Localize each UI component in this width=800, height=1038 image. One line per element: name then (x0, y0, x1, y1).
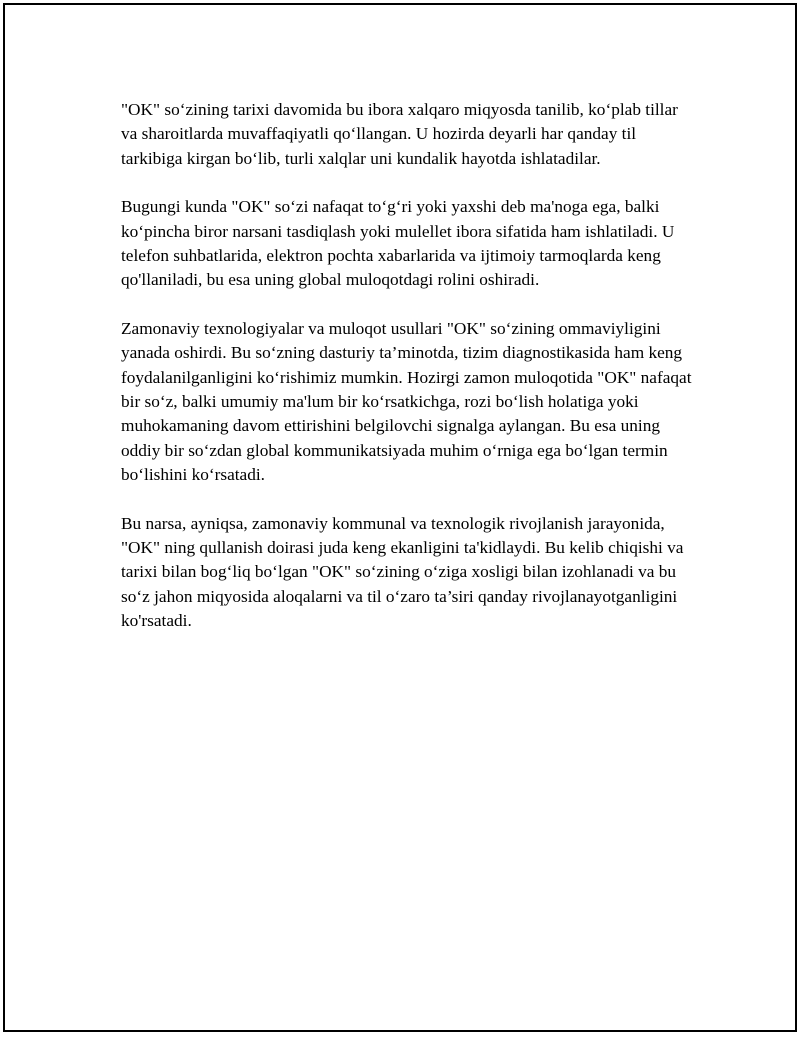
paragraph-4: Bu narsa, ayniqsa, zamonaviy kommunal va texnologik rivojlanish jarayonida, "OK" ning qullanish doirasi juda keng ekanligini ta'kidlaydi. Bu kelib chiqishi va tarixi bilan bog‘liq bo‘lgan "OK" so‘zining o‘ziga xosligi bilan izohlanadi va bu so‘z jahon miqyosida aloqalarni va til o‘zaro ta’siri qanday rivojlanayotganligini ko'rsatadi. (121, 513, 684, 630)
document-body (121, 98, 693, 658)
paragraph-2: Bugungi kunda "OK" so‘zi nafaqat to‘g‘ri yoki yaxshi deb ma'noga ega, balki ko‘pincha biror narsani tasdiqlash yoki mulellet ibora sifatida ham ishlatiladi. U telefon suhbatlarida, elektron pochta xabarlarida va ijtimoiy tarmoqlarda keng qo'llaniladi, bu esa uning global muloqotdagi rolini oshiradi. (121, 197, 675, 290)
paragraph-3: Zamonaviy texnologiyalar va muloqot usullari "OK" so‘zining ommaviyligini yanada oshirdi. Bu so‘zning dasturiy ta’minotda, tizim diagnostikasida ham keng foydalanilganligini ko‘rishimiz mumkin. Hozirgi zamon muloqotida "OK" nafaqat bir so‘z, balki umumiy ma'lum bir ko‘rsatkichga, rozi bo‘lish holatiga yoki muhokamaning davom ettirishini belgilovchi signalga aylangan. Bu esa uning oddiy bir so‘zdan global kommunikatsiyada muhim o‘rniga ega bo‘lgan termin bo‘lishini ko‘rsatadi. (121, 319, 692, 484)
document-page (3, 3, 797, 1032)
paragraph-1: "OK" so‘zining tarixi davomida bu ibora xalqaro miqyosda tanilib, ko‘plab tillar va sharoitlarda muvaffaqiyatli qo‘llangan. U hozirda deyarli har qanday til tarkibiga kirgan bo‘lib, turli xalqlar uni kundalik hayotda ishlatadilar. (121, 100, 678, 168)
